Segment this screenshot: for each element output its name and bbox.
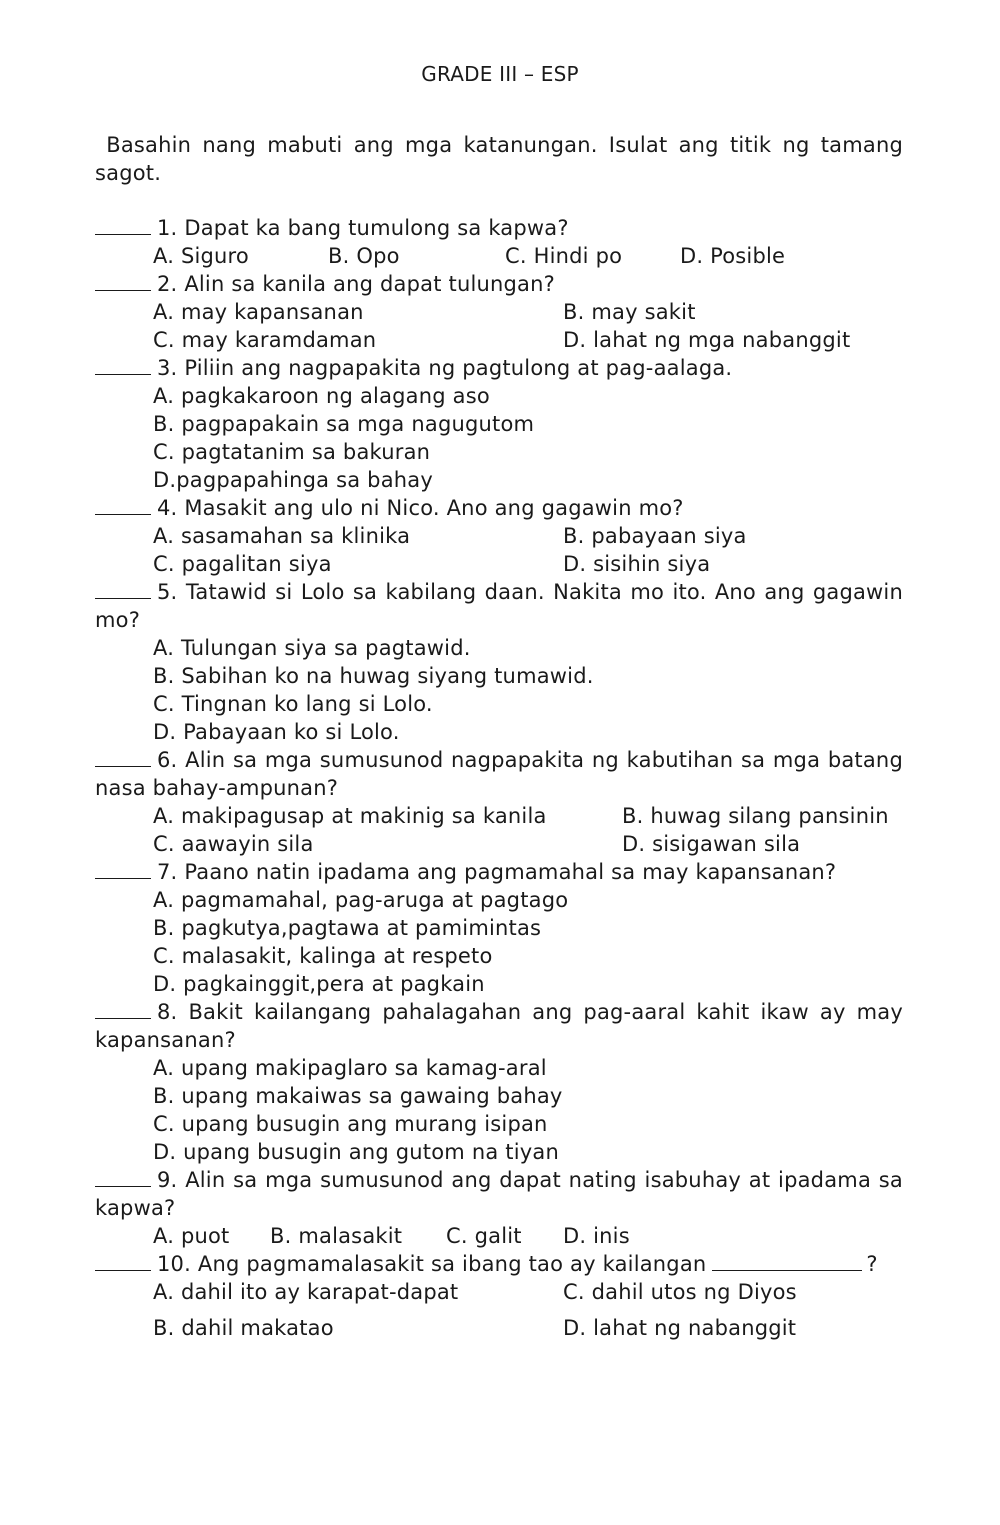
answer-blank[interactable] bbox=[95, 214, 151, 235]
options-row bbox=[95, 326, 903, 354]
option-c[interactable]: C. may karamdaman bbox=[153, 328, 377, 352]
question-text: Alin sa mga sumusunod nagpapakita ng kabutihan sa mga batang nasa bahay-ampunan? bbox=[95, 748, 903, 800]
option-d[interactable]: D. pagkainggit,pera at pagkain bbox=[153, 972, 485, 996]
fill-in-blank[interactable] bbox=[712, 1250, 862, 1271]
question-number: 5. bbox=[157, 580, 178, 604]
question-6 bbox=[95, 746, 903, 802]
question-4 bbox=[95, 494, 903, 522]
option-d[interactable]: D. sisigawan sila bbox=[622, 832, 801, 856]
question-number: 2. bbox=[157, 272, 178, 296]
options-row bbox=[95, 1278, 903, 1306]
question-text: Dapat ka bang tumulong sa kapwa? bbox=[184, 216, 569, 240]
option-d[interactable]: D. lahat ng mga nabanggit bbox=[563, 328, 851, 352]
options-row bbox=[95, 830, 903, 858]
option-a[interactable]: A. pagkakaroon ng alagang aso bbox=[153, 384, 490, 408]
options-row bbox=[95, 1314, 903, 1342]
option-d[interactable]: D.pagpapahinga sa bahay bbox=[153, 468, 433, 492]
question-1 bbox=[95, 214, 903, 242]
option-a[interactable]: A. puot bbox=[153, 1224, 230, 1248]
question-number: 10. bbox=[157, 1252, 191, 1276]
answer-blank[interactable] bbox=[95, 746, 151, 767]
question-mark: ? bbox=[866, 1252, 878, 1276]
option-c[interactable]: C. galit bbox=[446, 1224, 522, 1248]
options-row bbox=[95, 522, 903, 550]
option-c[interactable]: C. Tingnan ko lang si Lolo. bbox=[153, 692, 433, 716]
option-b[interactable]: B. Sabihan ko na huwag siyang tumawid. bbox=[153, 664, 594, 688]
options-row bbox=[95, 1222, 903, 1250]
option-d[interactable]: D. Posible bbox=[680, 244, 786, 268]
option-b[interactable]: B. pabayaan siya bbox=[563, 524, 747, 548]
question-number: 7. bbox=[157, 860, 178, 884]
option-a[interactable]: A. makipagusap at makinig sa kanila bbox=[153, 804, 547, 828]
question-3 bbox=[95, 354, 903, 382]
option-b[interactable]: B. Opo bbox=[328, 244, 400, 268]
option-c[interactable]: C. pagalitan siya bbox=[153, 552, 332, 576]
option-b[interactable]: B. malasakit bbox=[270, 1224, 403, 1248]
option-a[interactable]: A. pagmamahal, pag-aruga at pagtago bbox=[153, 888, 569, 912]
option-a[interactable]: A. Siguro bbox=[153, 244, 249, 268]
question-5 bbox=[95, 578, 903, 634]
option-a[interactable]: A. upang makipaglaro sa kamag-aral bbox=[153, 1056, 547, 1080]
option-d[interactable]: D. Pabayaan ko si Lolo. bbox=[153, 720, 400, 744]
option-d[interactable]: D. upang busugin ang gutom na tiyan bbox=[153, 1140, 559, 1164]
question-9 bbox=[95, 1166, 903, 1222]
instructions bbox=[95, 131, 903, 187]
answer-blank[interactable] bbox=[95, 494, 151, 515]
answer-blank[interactable] bbox=[95, 354, 151, 375]
answer-blank[interactable] bbox=[95, 270, 151, 291]
question-number: 8. bbox=[157, 1000, 178, 1024]
option-d[interactable]: D. inis bbox=[563, 1224, 630, 1248]
option-b[interactable]: B. dahil makatao bbox=[153, 1316, 334, 1340]
option-c[interactable]: C. pagtatanim sa bakuran bbox=[153, 440, 431, 464]
answer-blank[interactable] bbox=[95, 998, 151, 1019]
question-number: 3. bbox=[157, 356, 178, 380]
question-7 bbox=[95, 858, 903, 886]
answer-blank[interactable] bbox=[95, 578, 151, 599]
page-title: GRADE III – ESP bbox=[421, 62, 579, 86]
option-d[interactable]: D. lahat ng nabanggit bbox=[563, 1316, 797, 1340]
option-b[interactable]: B. pagkutya,pagtawa at pamimintas bbox=[153, 916, 542, 940]
options-row bbox=[95, 242, 903, 270]
question-text: Ang pagmamalasakit sa ibang tao ay kailangan bbox=[197, 1252, 707, 1276]
option-a[interactable]: A. sasamahan sa klinika bbox=[153, 524, 411, 548]
question-text: Alin sa mga sumusunod ang dapat nating isabuhay at ipadama sa kapwa? bbox=[95, 1168, 903, 1220]
answer-blank[interactable] bbox=[95, 1250, 151, 1271]
question-text: Piliin ang nagpapakita ng pagtulong at pag-aalaga. bbox=[184, 356, 733, 380]
answer-blank[interactable] bbox=[95, 858, 151, 879]
question-text: Alin sa kanila ang dapat tulungan? bbox=[184, 272, 555, 296]
option-d[interactable]: D. sisihin siya bbox=[563, 552, 711, 576]
options-row bbox=[95, 802, 903, 830]
question-text: Bakit kailangang pahalagahan ang pag-aaral kahit ikaw ay may kapansanan? bbox=[95, 1000, 903, 1052]
question-10 bbox=[95, 1250, 903, 1278]
question-text: Tatawid si Lolo sa kabilang daan. Nakita mo ito. Ano ang gagawin mo? bbox=[95, 580, 903, 632]
option-a[interactable]: A. may kapansanan bbox=[153, 300, 364, 324]
question-list bbox=[95, 214, 903, 1342]
option-b[interactable]: B. pagpapakain sa mga nagugutom bbox=[153, 412, 535, 436]
question-text: Masakit ang ulo ni Nico. Ano ang gagawin mo? bbox=[184, 496, 684, 520]
question-2 bbox=[95, 270, 903, 298]
spacer bbox=[95, 1306, 903, 1314]
option-c[interactable]: C. Hindi po bbox=[505, 244, 623, 268]
instructions-text: Basahin nang mabuti ang mga katanungan. Isulat ang titik ng tamang sagot. bbox=[95, 133, 903, 185]
question-8 bbox=[95, 998, 903, 1054]
option-b[interactable]: B. upang makaiwas sa gawaing bahay bbox=[153, 1084, 563, 1108]
option-a[interactable]: A. dahil ito ay karapat-dapat bbox=[153, 1280, 459, 1304]
option-c[interactable]: C. aawayin sila bbox=[153, 832, 314, 856]
option-c[interactable]: C. upang busugin ang murang isipan bbox=[153, 1112, 548, 1136]
option-c[interactable]: C. malasakit, kalinga at respeto bbox=[153, 944, 493, 968]
question-number: 1. bbox=[157, 216, 178, 240]
question-number: 9. bbox=[157, 1168, 178, 1192]
options-row bbox=[95, 298, 903, 326]
question-text: Paano natin ipadama ang pagmamahal sa may kapansanan? bbox=[184, 860, 837, 884]
option-b[interactable]: B. huwag silang pansinin bbox=[622, 804, 889, 828]
answer-blank[interactable] bbox=[95, 1166, 151, 1187]
option-b[interactable]: B. may sakit bbox=[563, 300, 696, 324]
options-row bbox=[95, 550, 903, 578]
option-a[interactable]: A. Tulungan siya sa pagtawid. bbox=[153, 636, 471, 660]
question-number: 4. bbox=[157, 496, 178, 520]
question-number: 6. bbox=[157, 748, 178, 772]
option-c[interactable]: C. dahil utos ng Diyos bbox=[563, 1280, 797, 1304]
